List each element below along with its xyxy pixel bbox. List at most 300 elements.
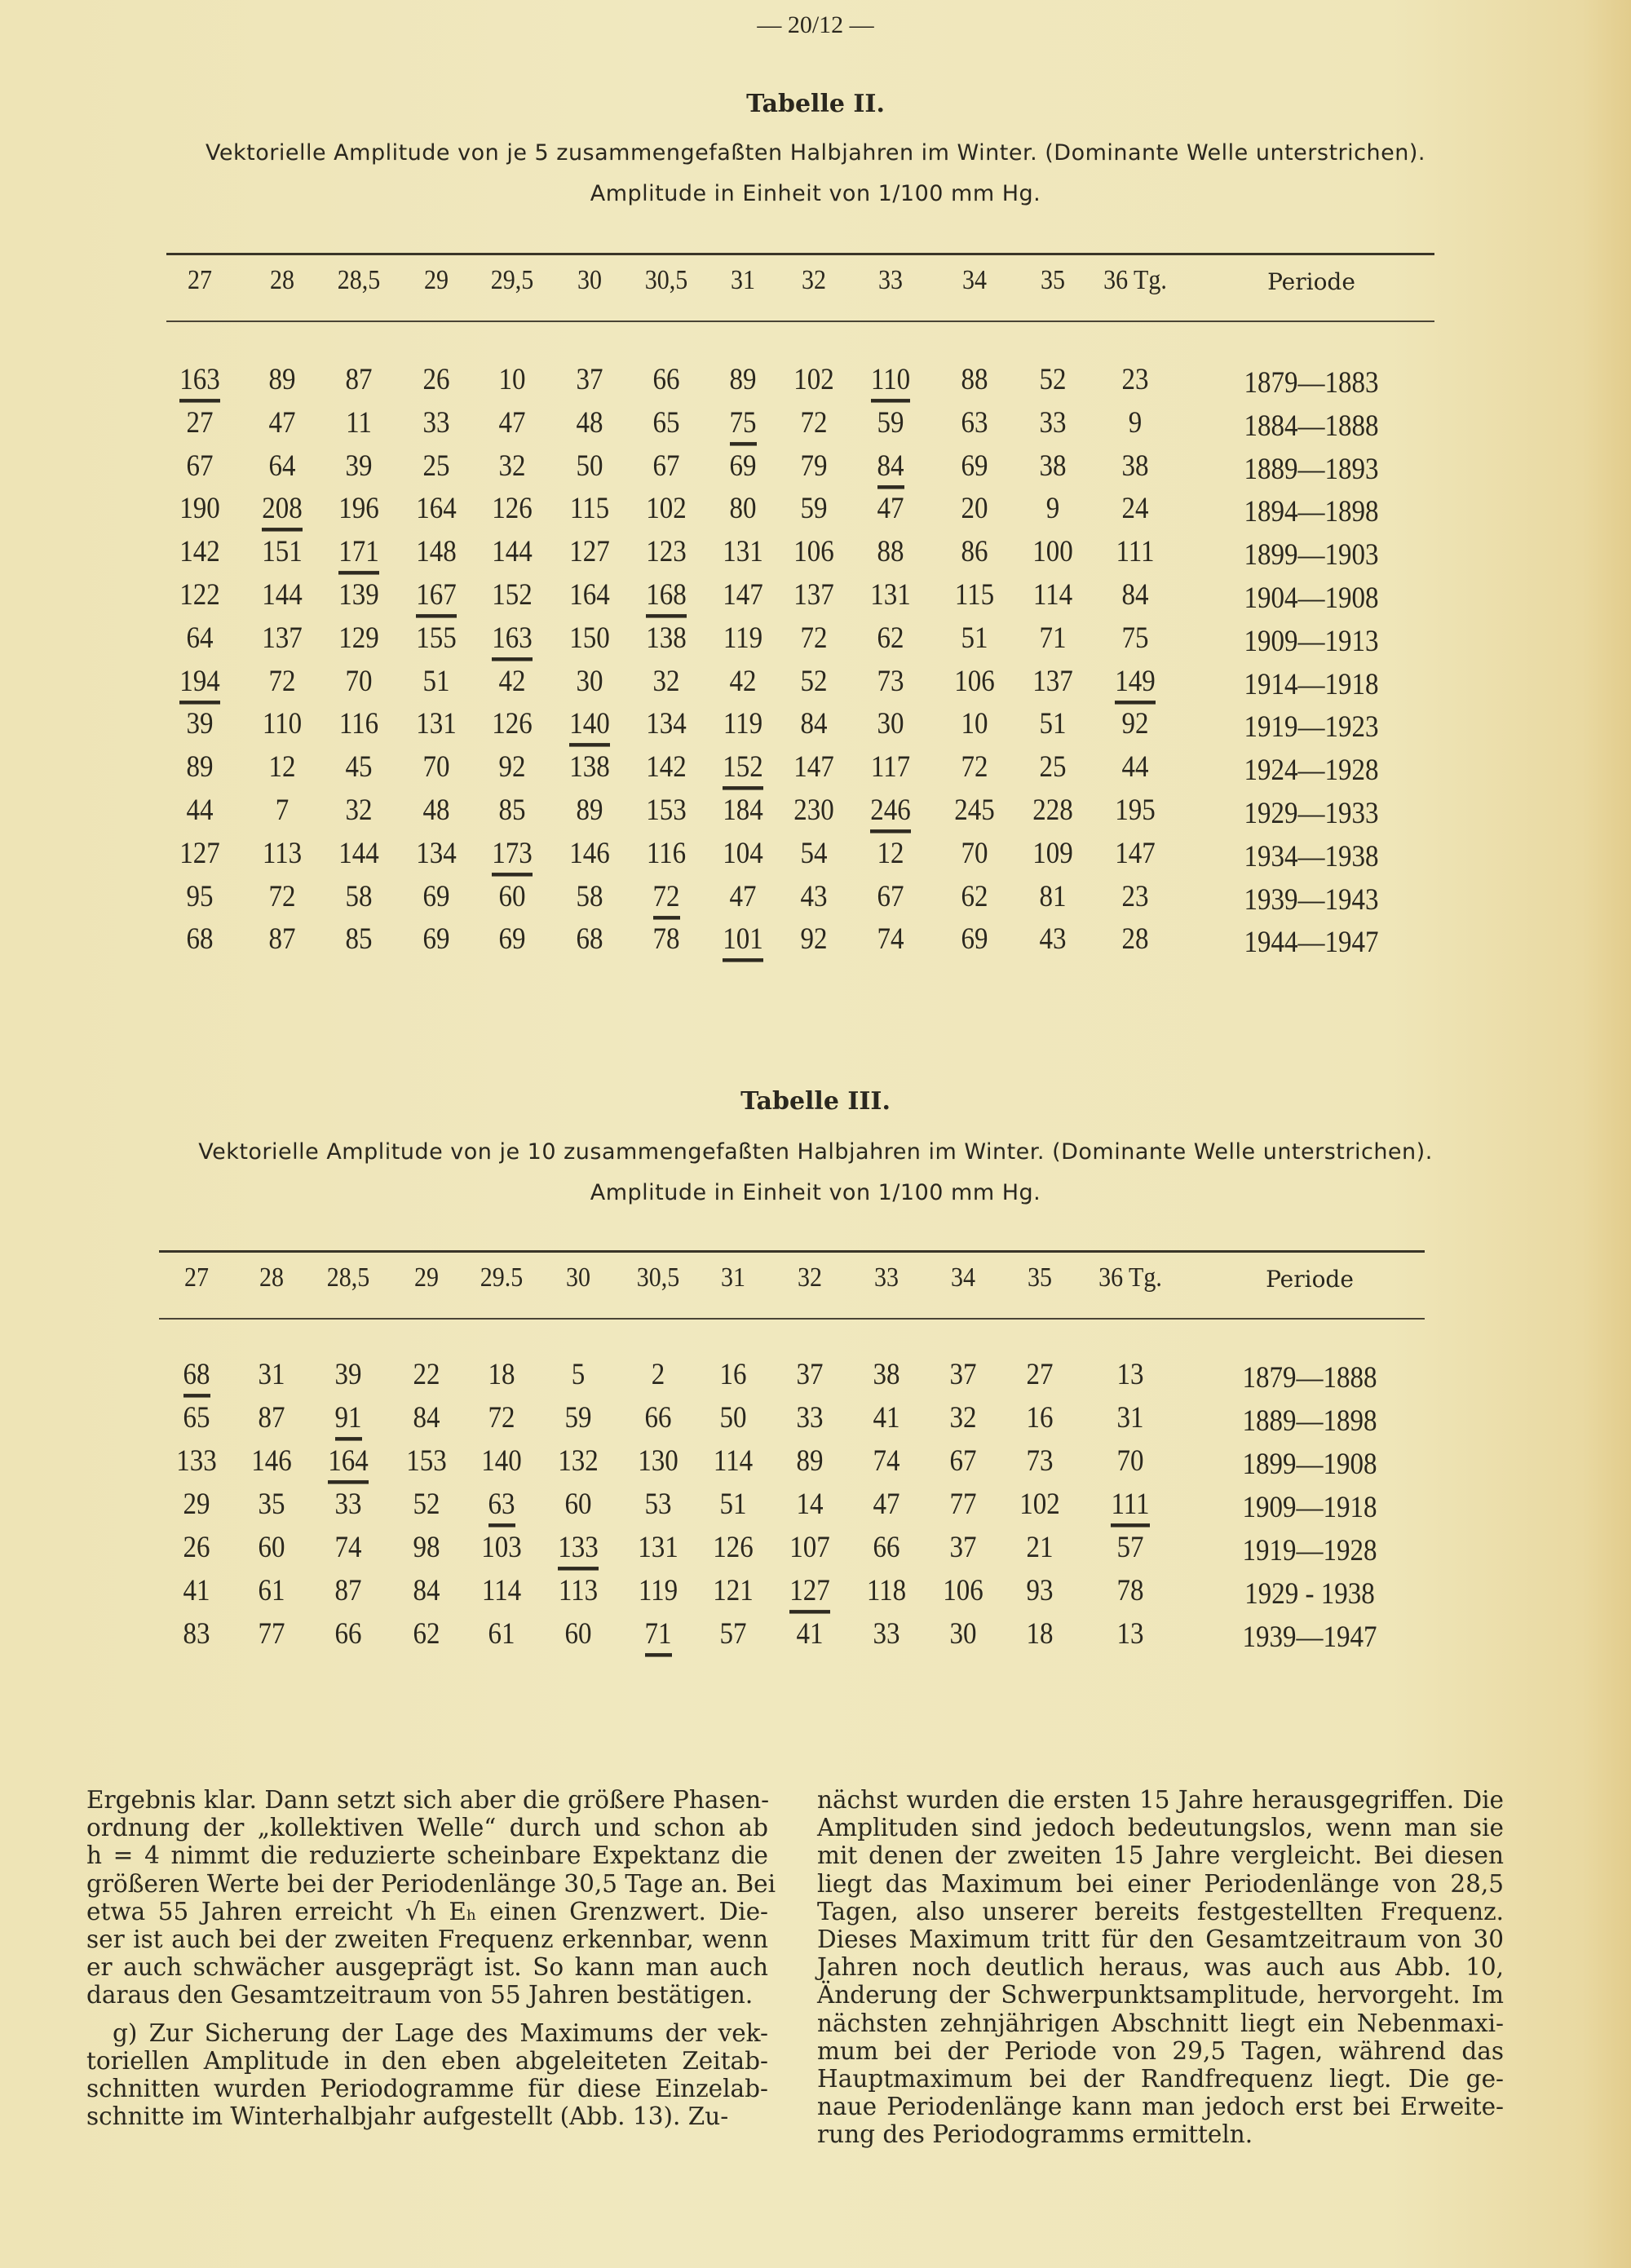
column-header: 27 [188,264,212,295]
column-header: 29,5 [490,264,534,295]
cell-value: 69 [422,923,450,957]
dominant-value: 208 [262,494,303,532]
table-cell [1081,1359,1179,1392]
text-line: er auch schwächer ausgeprägt ist. So kann man auch [86,1953,768,1982]
cell-value: 142 [646,750,687,785]
cell-value: 87 [334,1574,362,1608]
cell-value: 30 [576,665,603,698]
table-cell [991,1618,1089,1651]
column-header: 35 [1028,1262,1052,1293]
column-header: 33 [878,264,903,295]
cell-value: 41 [873,1401,900,1435]
column-header: 34 [951,1262,975,1293]
cell-value: 11 [346,406,372,440]
cell-value: 7 [275,794,290,828]
text-line: ordnung der „kollektiven Welle“ durch und schon ab [86,1814,768,1842]
table-cell [1086,838,1184,871]
column-header: 28 [270,264,294,295]
dominant-value: 194 [179,666,220,704]
cell-value: 52 [1039,363,1067,397]
cell-value: 66 [644,1401,672,1435]
table-cell [1086,449,1184,483]
table-cell [1086,364,1184,397]
column-header: 36 Tg. [1098,1262,1162,1293]
table-cell [842,363,939,402]
text-line: schnitten wurden Periodogramme für diese Einzelab- [86,2074,768,2102]
cell-value: 39 [334,1358,362,1392]
cell-value: 67 [949,1444,977,1479]
cell-value: 115 [954,578,995,612]
cell-value: 57 [719,1617,747,1651]
cell-value: 80 [729,493,757,526]
table-cell [1081,1445,1179,1479]
cell-value: 60 [564,1488,592,1522]
cell-value: 43 [1039,923,1067,957]
cell-value: 72 [961,750,988,785]
table-3-header-rule [159,1318,1425,1320]
cell-value: 44 [186,794,214,828]
cell-value: 38 [1121,449,1149,483]
text-line: nächst wurden die ersten 15 Jahre herausgegriffen. Die [817,1786,1504,1814]
period-cell: 1889—1893 [1244,453,1379,486]
cell-value: 24 [1121,493,1149,526]
cell-value: 71 [1039,621,1067,655]
cell-value: 110 [262,708,303,741]
cell-value: 62 [877,621,904,655]
cell-value: 98 [413,1531,440,1565]
cell-value: 33 [873,1617,900,1651]
table-cell [1086,493,1184,526]
dominant-value: 133 [558,1533,599,1571]
cell-value: 52 [800,665,828,698]
column-header: 28,5 [326,1262,370,1293]
body-column-right [817,1786,1504,2148]
cell-value: 89 [186,750,214,785]
cell-value: 138 [569,750,610,785]
table-cell [1081,1488,1179,1527]
table-cell [1081,1575,1179,1608]
dominant-value: 168 [646,581,687,618]
cell-value: 137 [793,578,834,612]
cell-value: 144 [338,837,379,870]
table-cell [991,1359,1089,1392]
cell-value: 95 [186,880,214,913]
cell-value: 106 [793,535,834,569]
period-cell: 1944—1947 [1244,926,1379,960]
cell-value: 66 [873,1531,900,1565]
cell-value: 121 [713,1574,754,1608]
cell-value: 39 [186,708,214,741]
table-3-subtitle: Vektorielle Amplitude von je 10 zusammengefaßten Halbjahren im Winter. (Dominante Welle unterstrichen). [198,1139,1433,1165]
table-cell [842,708,939,741]
text-line: Dieses Maximum tritt für den Gesamtzeitraum von 30 [817,1925,1504,1953]
cell-value: 132 [558,1444,599,1479]
cell-value: 37 [576,363,603,397]
table-cell [1086,751,1184,785]
cell-value: 130 [638,1444,678,1479]
column-header: 31 [731,264,755,295]
text-line: größeren Werte bei der Periodenlänge 30,5 Tage an. Bei [86,1869,776,1898]
cell-value: 9 [1128,406,1143,440]
dominant-value: 149 [1115,666,1156,704]
cell-value: 118 [866,1574,907,1608]
dominant-value: 84 [877,451,904,489]
table-cell [842,751,939,785]
column-header: 28,5 [337,264,381,295]
cell-value: 116 [338,708,379,741]
table-cell [991,1402,1089,1435]
cell-value: 35 [258,1488,285,1522]
cell-value: 21 [1026,1531,1054,1565]
dominant-value: 110 [871,365,910,403]
table-cell [1086,665,1184,704]
period-cell: 1934—1938 [1244,840,1379,873]
cell-value: 28 [1121,923,1149,957]
cell-value: 65 [652,406,680,440]
cell-value: 16 [1026,1401,1054,1435]
text-line: naue Periodenlänge kann man jedoch erst bei Erweite- [817,2093,1504,2121]
cell-value: 87 [345,363,373,397]
column-header: 29.5 [480,1262,524,1293]
table-cell [1086,708,1184,741]
cell-value: 84 [413,1401,440,1435]
cell-value: 119 [638,1574,678,1608]
cell-value: 151 [262,535,303,569]
cell-value: 66 [334,1617,362,1651]
table-cell [991,1575,1089,1608]
cell-value: 51 [422,665,450,698]
dominant-value: 163 [179,365,220,403]
cell-value: 127 [179,837,220,870]
table-2-subtitle: Vektorielle Amplitude von je 5 zusammengefaßten Halbjahren im Winter. (Dominante Welle unterstrichen). [206,140,1425,166]
cell-value: 29 [183,1488,210,1522]
period-cell: 1879—1888 [1242,1361,1377,1395]
cell-value: 27 [1026,1358,1054,1392]
dominant-value: 71 [645,1620,672,1657]
cell-value: 88 [961,363,988,397]
text-line: ser ist auch bei der zweiten Frequenz erkennbar, wenn [86,1925,768,1953]
cell-value: 138 [646,621,687,655]
cell-value: 31 [258,1358,285,1392]
period-cell: 1904—1908 [1244,581,1379,616]
cell-value: 2 [651,1358,665,1392]
period-cell: 1879—1883 [1244,366,1379,400]
text-line: g) Zur Sicherung der Lage des Maximums der vek- [113,2018,768,2047]
cell-value: 52 [413,1488,440,1522]
cell-value: 84 [413,1574,440,1608]
cell-value: 70 [961,837,988,870]
cell-value: 103 [481,1531,522,1565]
text-line: toriellen Amplitude in den eben abgeleiteten Zeitab- [86,2046,768,2075]
cell-value: 41 [796,1617,824,1651]
cell-value: 9 [1045,493,1060,526]
dominant-value: 63 [488,1490,515,1527]
cell-value: 42 [729,665,757,698]
period-cell: 1909—1913 [1244,625,1379,658]
cell-value: 65 [183,1401,210,1435]
cell-value: 72 [800,406,828,440]
text-line: Änderung der Schwerpunktsamplitude, hervorgeht. Im [817,1981,1504,2009]
cell-value: 87 [258,1401,285,1435]
cell-value: 10 [961,708,988,741]
dominant-value: 72 [653,882,680,919]
table-cell [842,838,939,871]
period-cell: 1919—1928 [1242,1534,1377,1568]
cell-value: 93 [1026,1574,1054,1608]
period-cell: 1939—1943 [1244,883,1379,917]
cell-value: 92 [800,923,828,957]
cell-value: 68 [576,923,603,957]
cell-value: 72 [488,1401,515,1435]
cell-value: 48 [422,794,450,828]
cell-value: 47 [873,1488,900,1522]
table-cell [842,579,939,612]
cell-value: 119 [723,621,763,655]
cell-value: 164 [416,493,457,526]
column-header: 30 [577,264,602,295]
cell-value: 69 [498,923,526,957]
cell-value: 37 [949,1531,977,1565]
period-column-header: Periode [1267,268,1355,295]
table-cell [1086,536,1184,569]
cell-value: 26 [422,363,450,397]
cell-value: 131 [870,578,911,612]
cell-value: 72 [800,621,828,655]
table-cell [842,493,939,526]
cell-value: 126 [492,493,533,526]
dominant-value: 171 [338,537,379,575]
cell-value: 129 [338,621,379,655]
cell-value: 153 [646,794,687,828]
cell-value: 196 [338,493,379,526]
cell-value: 153 [406,1444,447,1479]
cell-value: 62 [413,1617,440,1651]
table-cell [1086,794,1184,828]
cell-value: 25 [422,449,450,483]
cell-value: 75 [1121,621,1149,655]
column-header: 29 [424,264,449,295]
dominant-value: 246 [870,796,911,833]
table-cell [991,1488,1089,1522]
table-cell [1086,579,1184,612]
text-line: h = 4 nimmt die reduzierte scheinbare Expektanz die [86,1841,768,1870]
cell-value: 67 [186,449,214,483]
cell-value: 137 [262,621,303,655]
table-3-top-rule [159,1250,1425,1253]
table-cell [842,622,939,656]
table-2-unit-note: Amplitude in Einheit von 1/100 mm Hg. [590,181,1041,206]
cell-value: 87 [268,923,296,957]
cell-value: 77 [258,1617,285,1651]
cell-value: 30 [877,708,904,741]
cell-value: 228 [1032,794,1073,828]
cell-value: 72 [268,880,296,913]
cell-value: 32 [498,449,526,483]
cell-value: 131 [416,708,457,741]
column-header: 28 [259,1262,284,1293]
page-number: — 20/12 — [757,11,874,38]
cell-value: 123 [646,535,687,569]
cell-value: 44 [1121,750,1149,785]
cell-value: 63 [961,406,988,440]
cell-value: 146 [569,837,610,870]
cell-value: 33 [796,1401,824,1435]
table-cell [991,1532,1089,1565]
cell-value: 89 [268,363,296,397]
table-cell [1081,1618,1179,1651]
table-cell [842,794,939,833]
cell-value: 142 [179,535,220,569]
period-cell: 1929—1933 [1244,797,1379,831]
cell-value: 47 [877,493,904,526]
column-header: 34 [962,264,987,295]
table-cell [1081,1532,1179,1565]
period-cell: 1889—1898 [1242,1404,1377,1439]
table-3-unit-note: Amplitude in Einheit von 1/100 mm Hg. [590,1180,1041,1205]
cell-value: 131 [638,1531,678,1565]
cell-value: 119 [723,708,763,741]
cell-value: 127 [569,535,610,569]
cell-value: 57 [1116,1531,1144,1565]
table-cell [1086,407,1184,440]
cell-value: 69 [961,923,988,957]
cell-value: 16 [719,1358,747,1392]
column-header: 31 [721,1262,745,1293]
period-cell: 1899—1903 [1244,538,1379,573]
cell-value: 88 [877,535,904,569]
cell-value: 54 [800,837,828,870]
column-header: 32 [802,264,826,295]
cell-value: 33 [1039,406,1067,440]
cell-value: 58 [576,880,603,913]
table-cell [1086,622,1184,656]
cell-value: 68 [186,923,214,957]
table-2-top-rule [166,253,1434,255]
cell-value: 58 [345,880,373,913]
body-column-left [86,1786,776,2131]
cell-value: 184 [723,794,763,828]
cell-value: 84 [800,708,828,741]
text-line: Ergebnis klar. Dann setzt sich aber die größere Phasen- [86,1786,770,1814]
cell-value: 81 [1039,880,1067,913]
cell-value: 92 [498,750,526,785]
cell-value: 113 [262,837,303,870]
cell-value: 89 [796,1444,824,1479]
dominant-value: 173 [492,838,533,876]
cell-value: 53 [644,1488,672,1522]
cell-value: 72 [268,665,296,698]
cell-value: 59 [800,493,828,526]
table-cell [842,407,939,440]
cell-value: 32 [345,794,373,828]
text-line: nächsten zehnjährigen Abschnitt liegt ein Nebenmaxi- [817,2009,1504,2037]
cell-value: 22 [413,1358,440,1392]
cell-value: 18 [488,1358,515,1392]
dominant-value: 167 [416,581,457,618]
table-cell [1081,1402,1179,1435]
cell-value: 74 [877,923,904,957]
cell-value: 106 [954,665,995,698]
cell-value: 50 [576,449,603,483]
cell-value: 23 [1121,880,1149,913]
cell-value: 133 [176,1444,217,1479]
cell-value: 37 [949,1358,977,1392]
cell-value: 131 [723,535,763,569]
cell-value: 14 [796,1488,824,1522]
dominant-value: 111 [1111,1490,1149,1527]
text-line: etwa 55 Jahren erreicht √h Eₕ einen Grenzwert. Die- [86,1897,768,1925]
text-line: Tagen, also unserer bereits festgestellten Frequenz. [817,1897,1504,1925]
cell-value: 116 [646,837,687,870]
cell-value: 148 [416,535,457,569]
cell-value: 13 [1116,1358,1144,1392]
cell-value: 245 [954,794,995,828]
dominant-value: 68 [183,1360,210,1398]
cell-value: 86 [961,535,988,569]
text-line: Hauptmaximum bei der Randfrequenz liegt. Die ge- [817,2064,1504,2093]
dominant-value: 152 [723,753,763,790]
text-line: liegt das Maximum bei einer Periodenlänge von 28,5 [817,1869,1504,1898]
period-cell: 1919—1923 [1244,711,1379,745]
cell-value: 67 [877,880,904,913]
period-cell: 1894—1898 [1244,496,1379,529]
cell-value: 51 [1039,708,1067,741]
cell-value: 137 [1032,665,1073,698]
cell-value: 144 [262,578,303,612]
column-header: 30,5 [644,264,688,295]
cell-value: 30 [949,1617,977,1651]
dominant-value: 163 [492,623,533,661]
cell-value: 230 [793,794,834,828]
cell-value: 114 [1032,578,1073,612]
text-line: schnitte im Winterhalbjahr aufgestellt (Abb. 13). Zu- [86,2102,729,2131]
cell-value: 111 [1116,535,1155,569]
cell-value: 41 [183,1574,210,1608]
cell-value: 144 [492,535,533,569]
cell-value: 126 [713,1531,754,1565]
cell-value: 73 [877,665,904,698]
cell-value: 38 [873,1358,900,1392]
cell-value: 50 [719,1401,747,1435]
cell-value: 60 [258,1531,285,1565]
cell-value: 122 [179,578,220,612]
cell-value: 78 [652,923,680,957]
cell-value: 47 [729,880,757,913]
cell-value: 69 [422,880,450,913]
table-3-title: Tabelle III. [740,1087,891,1116]
cell-value: 102 [1019,1488,1060,1522]
cell-value: 5 [571,1358,586,1392]
cell-value: 47 [498,406,526,440]
dominant-value: 164 [328,1447,369,1484]
cell-value: 69 [961,449,988,483]
cell-value: 83 [183,1617,210,1651]
period-cell: 1929 - 1938 [1244,1577,1375,1611]
text-line: rung des Periodogramms ermitteln. [817,2120,1253,2149]
cell-value: 26 [183,1531,210,1565]
text-line: Amplituden sind jedoch bedeutungslos, wenn man sie [817,1814,1504,1842]
cell-value: 147 [723,578,763,612]
cell-value: 74 [334,1531,362,1565]
cell-value: 37 [796,1358,824,1392]
cell-value: 78 [1116,1574,1144,1608]
cell-value: 59 [877,406,904,440]
cell-value: 102 [646,493,687,526]
cell-value: 51 [719,1488,747,1522]
cell-value: 126 [492,708,533,741]
cell-value: 23 [1121,363,1149,397]
period-column-header: Periode [1266,1266,1354,1293]
